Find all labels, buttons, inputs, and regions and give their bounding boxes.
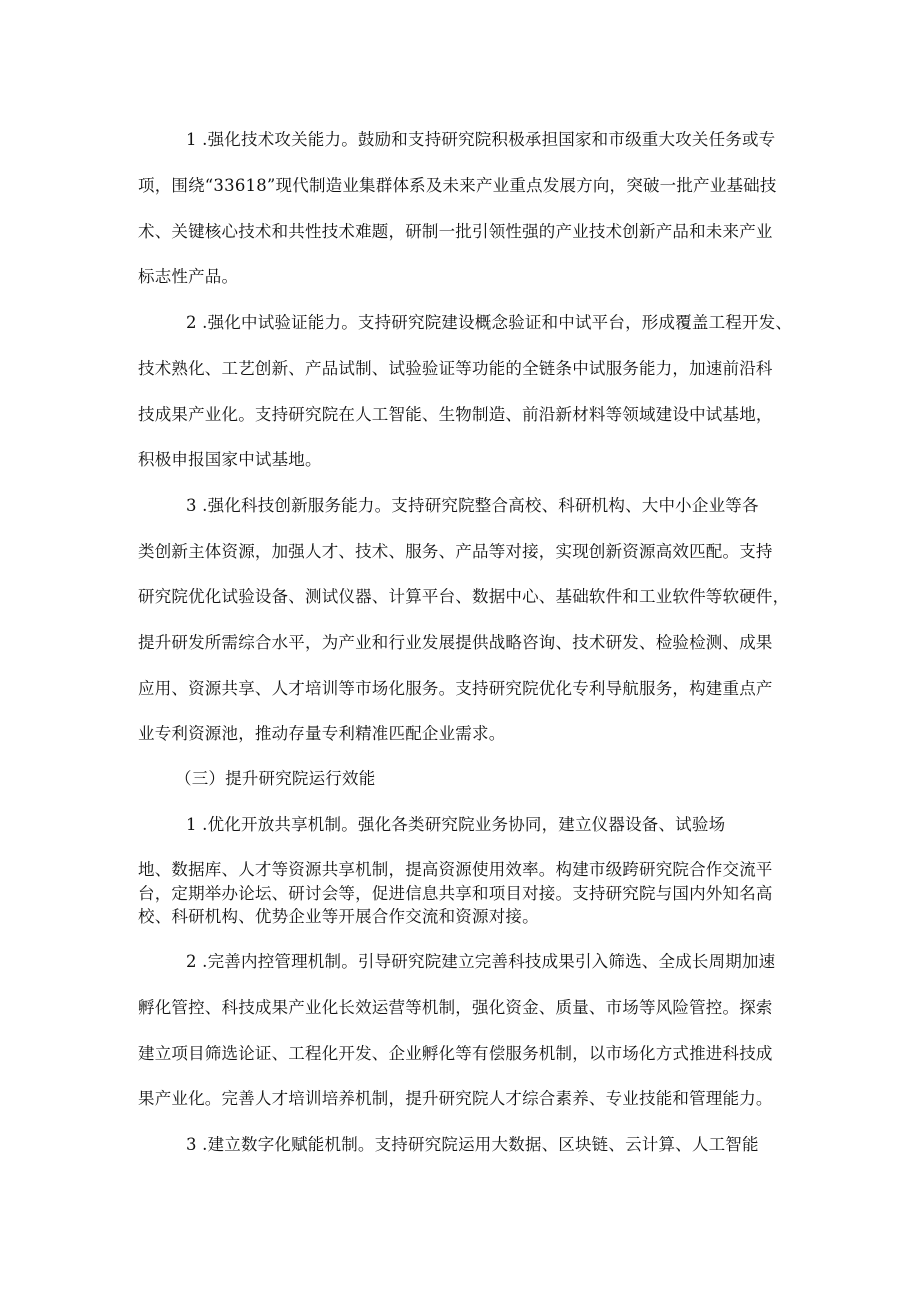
paragraph-line: 校、科研机构、优势企业等开展合作交流和资源对接。: [138, 907, 539, 926]
section-heading: （三）提升研究院运行效能: [175, 769, 376, 788]
paragraph-line: 类创新主体资源，加强人才、技术、服务、产品等对接，实现创新资源高效匹配。支持: [138, 542, 773, 561]
paragraph-line: 地、数据库、人才等资源共享机制，提高资源使用效率。构建市级跨研究院合作交流平: [138, 860, 773, 879]
paragraph-line: 2 .强化中试验证能力。支持研究院建设概念验证和中试平台，形成覆盖工程开发、: [186, 313, 793, 332]
paragraph-line: 积极申报国家中试基地。: [138, 450, 322, 469]
paragraph-line: 应用、资源共享、人才培训等市场化服务。支持研究院优化专利导航服务，构建重点产: [138, 679, 773, 698]
paragraph-line: 1 .优化开放共享机制。强化各类研究院业务协同，建立仪器设备、试验场: [186, 815, 726, 834]
paragraph-line: 2 .完善内控管理机制。引导研究院建立完善科技成果引入筛选、全成长周期加速: [186, 952, 776, 971]
paragraph-line: 3 .建立数字化赋能机制。支持研究院运用大数据、区块链、云计算、人工智能: [186, 1135, 759, 1154]
paragraph-line: 果产业化。完善人才培训培养机制，提升研究院人才综合素养、专业技能和管理能力。: [138, 1089, 773, 1108]
paragraph-line: 标志性产品。: [138, 267, 239, 286]
paragraph-line: 研究院优化试验设备、测试仪器、计算平台、数据中心、基础软件和工业软件等软硬件，: [138, 587, 790, 606]
paragraph-line: 业专利资源池，推动存量专利精准匹配企业需求。: [138, 724, 506, 743]
paragraph-line: 术、关键核心技术和共性技术难题，研制一批引领性强的产业技术创新产品和未来产业: [138, 222, 773, 241]
paragraph-line: 项，围绕“33618”现代制造业集群体系及未来产业重点发展方向，突破一批产业基础技: [138, 176, 777, 195]
paragraph-line: 提升研发所需综合水平，为产业和行业发展提供战略咨询、技术研发、检验检测、成果: [138, 633, 773, 652]
paragraph-line: 1 .强化技术攻关能力。鼓励和支持研究院积极承担国家和市级重大攻关任务或专: [186, 130, 776, 149]
paragraph-line: 台，定期举办论坛、研讨会等，促进信息共享和项目对接。支持研究院与国内外知名高: [138, 884, 773, 903]
paragraph-line: 技术熟化、工艺创新、产品试制、试验验证等功能的全链条中试服务能力，加速前沿科: [138, 359, 773, 378]
paragraph-line: 3 .强化科技创新服务能力。支持研究院整合高校、科研机构、大中小企业等各: [186, 496, 759, 515]
paragraph-line: 技成果产业化。支持研究院在人工智能、生物制造、前沿新材料等领域建设中试基地，: [138, 405, 773, 424]
paragraph-line: 建立项目筛选论证、工程化开发、企业孵化等有偿服务机制，以市场化方式推进科技成: [138, 1044, 773, 1063]
paragraph-line: 孵化管控、科技成果产业化长效运营等机制，强化资金、质量、市场等风险管控。探索: [138, 998, 773, 1017]
